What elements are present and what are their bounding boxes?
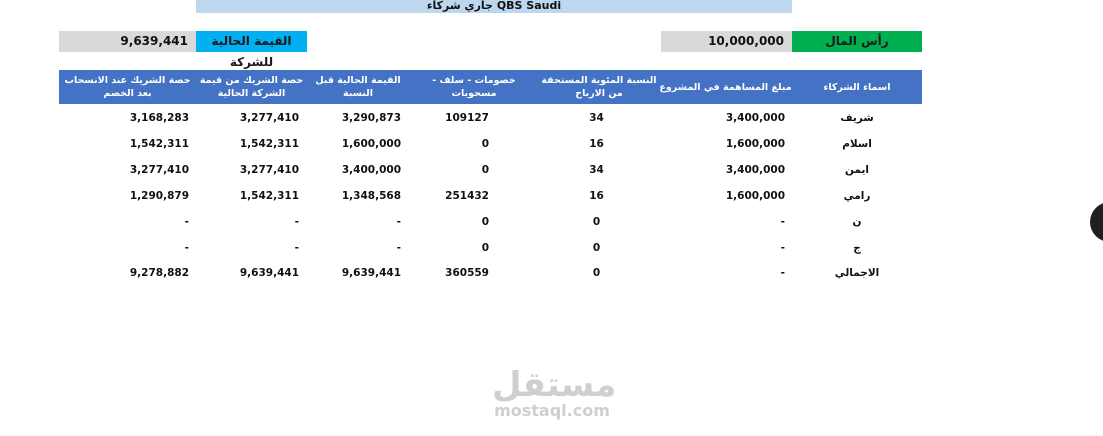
cell-withdraw-share[interactable]: -: [184, 216, 189, 228]
cell-partner-share[interactable]: 3,277,410: [239, 164, 299, 176]
cell-deductions[interactable]: 0: [481, 242, 489, 254]
cell-current-value[interactable]: 3,290,873: [341, 112, 401, 124]
cell-current-value[interactable]: 3,400,000: [341, 164, 401, 176]
capital-cell[interactable]: 10,000,000: [661, 31, 792, 52]
header-partner-share: حصة الشريك من قيمة الشركة الحالية: [199, 75, 304, 99]
cell-annual-share[interactable]: 0: [592, 267, 601, 279]
cell-contribution[interactable]: -: [780, 216, 785, 228]
watermark-latin: mostaql.com: [494, 401, 610, 420]
table-row: [59, 186, 922, 206]
total-row: [59, 263, 922, 283]
header-withdraw-share: حصة الشريك عند الانسحاب بعد الخصم: [64, 75, 191, 99]
cell-withdraw-share[interactable]: -: [184, 242, 189, 254]
cell-annual-share[interactable]: 16: [589, 138, 604, 150]
cell-annual-share[interactable]: 34: [589, 112, 604, 124]
capital-label: رأس المال: [792, 31, 922, 52]
cell-contribution[interactable]: 1,600,000: [725, 138, 785, 150]
cell-deductions[interactable]: 0: [481, 138, 489, 150]
cell-deductions[interactable]: 0: [481, 216, 489, 228]
cell-withdraw-share[interactable]: 3,168,283: [129, 112, 189, 124]
cell-partner-share[interactable]: 3,277,410: [239, 112, 299, 124]
header-annual-share: النسبة المئوية المستحقة من الارباح: [541, 75, 657, 99]
table-row: [59, 212, 922, 232]
cell-partner-name[interactable]: رامي: [843, 190, 871, 202]
cell-current-value[interactable]: -: [396, 216, 401, 228]
cell-partner-share[interactable]: 1,542,311: [239, 138, 299, 150]
cell-contribution[interactable]: 3,400,000: [725, 164, 785, 176]
header-deductions: خصومات - سلف - مسحوبات: [432, 75, 516, 99]
cell-current-value[interactable]: 9,639,441: [341, 267, 401, 279]
cell-deductions[interactable]: 360559: [445, 267, 489, 279]
cell-current-value[interactable]: -: [396, 242, 401, 254]
cell-contribution[interactable]: -: [780, 242, 785, 254]
header-partners: اسماء الشركاء: [823, 81, 891, 93]
table-row: [59, 160, 922, 180]
cell-annual-share[interactable]: 16: [589, 190, 604, 202]
cell-partner-name[interactable]: الاجمالي: [834, 267, 880, 279]
cell-withdraw-share[interactable]: 3,277,410: [129, 164, 189, 176]
table-row: [59, 238, 922, 258]
cell-partner-name[interactable]: اسلام: [842, 138, 872, 150]
cell-contribution[interactable]: 3,400,000: [725, 112, 785, 124]
cell-deductions[interactable]: 0: [481, 164, 489, 176]
cell-current-value[interactable]: 1,600,000: [341, 138, 401, 150]
cell-partner-name[interactable]: ج: [853, 242, 861, 254]
cell-withdraw-share[interactable]: 9,278,882: [129, 267, 189, 279]
company-value-label: القيمة الحالية للشركة: [196, 31, 307, 52]
cell-withdraw-share[interactable]: 1,542,311: [129, 138, 189, 150]
cell-partner-name[interactable]: ايمن: [844, 164, 870, 176]
cell-partner-name[interactable]: ن: [852, 216, 862, 228]
cell-annual-share[interactable]: 0: [592, 242, 601, 254]
cell-deductions[interactable]: 251432: [445, 190, 489, 202]
watermark-arabic: مستقل: [492, 365, 617, 405]
header-current-value: القيمة الحالية قبل النسبة: [315, 75, 401, 99]
cell-withdraw-share[interactable]: 1,290,879: [129, 190, 189, 202]
mostaql-watermark: [492, 365, 617, 420]
table-header: [59, 70, 922, 104]
company-value-cell[interactable]: 9,639,441: [59, 31, 196, 52]
cell-partner-share[interactable]: -: [294, 216, 299, 228]
cell-contribution[interactable]: 1,600,000: [725, 190, 785, 202]
table-row: [59, 108, 922, 128]
cell-partner-share[interactable]: 9,639,441: [239, 267, 299, 279]
cell-annual-share[interactable]: 0: [592, 216, 601, 228]
scroll-handle[interactable]: [1090, 202, 1103, 242]
table-row: [59, 134, 922, 154]
cell-annual-share[interactable]: 34: [589, 164, 604, 176]
cell-partner-share[interactable]: -: [294, 242, 299, 254]
header-contribution: مبلغ المساهمة في المشروع: [659, 81, 792, 93]
cell-deductions[interactable]: 109127: [445, 112, 489, 124]
cell-partner-share[interactable]: 1,542,311: [239, 190, 299, 202]
cell-partner-name[interactable]: شريف: [840, 112, 874, 124]
sheet-title: جاري شركاء QBS Saudi: [196, 0, 792, 13]
cell-current-value[interactable]: 1,348,568: [341, 190, 401, 202]
cell-contribution[interactable]: -: [780, 267, 785, 279]
